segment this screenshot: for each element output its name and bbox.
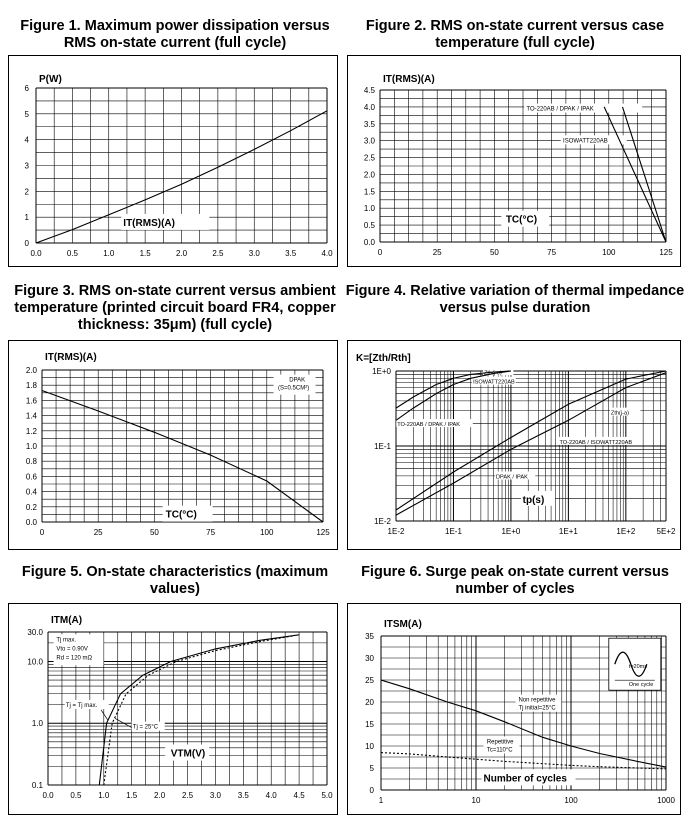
y-tick-label: 2.0 <box>363 170 375 180</box>
x-tick-label: 5E+2 <box>656 527 676 536</box>
x-tick-label: 50 <box>149 528 159 537</box>
y-axis-label: ITM(A) <box>51 615 83 626</box>
y-tick-label: 1E-2 <box>374 517 391 526</box>
y-tick-label: 25 <box>365 676 374 685</box>
y-tick-label: 1.6 <box>25 396 37 406</box>
x-tick-label: 125 <box>316 528 330 537</box>
annotation-label: DPAK / IPAK <box>496 474 528 481</box>
y-tick-label: 0.1 <box>31 781 43 790</box>
annotation-label: (S=0.5CM²) <box>278 385 310 392</box>
series-line-repetitive <box>381 753 666 769</box>
figure-6-title: Figure 6. Surge peak on-state current versus number of cycles <box>361 564 669 597</box>
x-tick-label: 75 <box>547 248 557 257</box>
y-tick-label: 1E-1 <box>374 442 391 451</box>
y-tick-label: 2 <box>24 187 29 197</box>
annotation-label: Zth(j-c) <box>483 370 502 377</box>
x-tick-label: 75 <box>206 528 216 537</box>
annotation-label: Non repetitive <box>518 697 556 704</box>
y-tick-label: 0.2 <box>25 502 37 512</box>
y-tick-label: 6 <box>24 84 29 93</box>
x-axis-label: Number of cycles <box>483 773 567 785</box>
y-tick-label: 5 <box>369 764 374 773</box>
x-axis-label: tp(s) <box>522 494 545 506</box>
y-tick-label: 0.5 <box>363 221 375 231</box>
x-tick-label: 1.0 <box>103 249 115 258</box>
y-tick-label: 5 <box>24 109 29 119</box>
y-tick-label: 3.5 <box>363 119 375 129</box>
x-tick-label: 2.5 <box>212 249 224 258</box>
annotation-label: ISOWATT220AB <box>563 138 608 145</box>
x-tick-label: 3.5 <box>285 249 297 258</box>
y-tick-label: 20 <box>365 698 374 707</box>
x-tick-label: 1000 <box>657 796 675 805</box>
y-tick-label: 0.6 <box>25 472 37 482</box>
x-tick-label: 100 <box>564 796 578 805</box>
x-tick-label: 4.5 <box>293 791 305 800</box>
annotation-label: TO-220AB / DPAK / IPAK <box>526 106 594 113</box>
y-tick-label: 1.0 <box>25 442 37 451</box>
x-tick-label: 4.0 <box>321 249 333 258</box>
annotation-label: Zth(j-a) <box>610 410 629 417</box>
y-tick-label: 0.4 <box>25 487 37 497</box>
y-tick-label: 4 <box>24 135 29 145</box>
annotation-leader <box>101 710 108 721</box>
annotation-label: Tj = Tj max. <box>65 703 98 710</box>
annotation-label: Rd = 120 mΩ <box>56 655 93 662</box>
figure-5-chart <box>9 604 339 816</box>
figure-4-title: Figure 4. Relative variation of thermal impedance versus pulse duration <box>345 283 685 316</box>
y-tick-label: 10.0 <box>27 657 43 667</box>
annotation-label: DPAK <box>289 377 306 384</box>
x-tick-label: 0 <box>39 528 45 537</box>
annotation-label: One cycle <box>628 682 654 689</box>
x-tick-label: 1.5 <box>139 249 151 258</box>
x-tick-label: 0.5 <box>66 249 78 258</box>
figure-5-title: Figure 5. On-state characteristics (maximum values) <box>21 564 329 597</box>
y-tick-label: 0 <box>24 239 29 248</box>
x-tick-label: 1.0 <box>98 791 110 800</box>
y-tick-label: 1.8 <box>25 381 37 391</box>
y-tick-label: 1E+0 <box>372 367 391 376</box>
y-tick-label: 2.0 <box>25 366 37 375</box>
y-tick-label: 1.4 <box>25 411 37 421</box>
y-tick-label: 0.0 <box>25 518 37 527</box>
annotation-label: Repetitive <box>486 739 514 746</box>
x-axis-label: TC(°C) <box>165 509 197 521</box>
figure-3-panel <box>8 340 338 550</box>
x-tick-label: 25 <box>432 248 442 257</box>
x-tick-label: 0.5 <box>70 791 82 800</box>
y-tick-label: 15 <box>365 720 374 729</box>
series-line-tjmax <box>99 635 299 785</box>
y-tick-label: 1 <box>24 213 29 223</box>
x-tick-label: 1E-1 <box>445 527 462 536</box>
y-tick-label: 1.5 <box>363 187 375 197</box>
figure-4-panel <box>347 340 681 550</box>
annotation-label: Tj max. <box>56 637 77 644</box>
y-tick-label: 35 <box>365 632 374 641</box>
annotation-label: Tj = 25°C <box>132 724 159 731</box>
figure-2-title: Figure 2. RMS on-state current versus case temperature (full cycle) <box>365 18 665 51</box>
x-tick-label: 1E-2 <box>387 527 405 536</box>
x-tick-label: 2.0 <box>154 791 166 800</box>
y-tick-label: 10 <box>365 742 374 751</box>
y-tick-label: 4.5 <box>363 86 375 95</box>
y-tick-label: 0 <box>369 786 374 795</box>
x-tick-label: 5.0 <box>321 791 333 800</box>
y-tick-label: 1.0 <box>363 204 375 214</box>
x-axis-label: TC(°C) <box>505 214 538 226</box>
y-tick-label: 30 <box>365 654 374 663</box>
figure-6-chart <box>348 604 682 816</box>
x-tick-label: 1 <box>378 796 384 805</box>
x-tick-label: 1.5 <box>126 791 138 800</box>
annotation-label: Vto = 0.90V <box>56 646 88 653</box>
x-tick-label: 2.5 <box>181 791 194 800</box>
figure-5-panel <box>8 603 338 815</box>
y-tick-label: 4.0 <box>363 102 375 112</box>
y-tick-label: 1.0 <box>31 719 43 729</box>
y-axis-label: IT(RMS)(A) <box>383 74 435 85</box>
x-tick-label: 1E+1 <box>558 527 578 536</box>
figure-1-chart <box>9 56 339 268</box>
x-tick-label: 3.0 <box>248 249 260 258</box>
x-tick-label: 100 <box>260 528 274 537</box>
x-tick-label: 0.0 <box>42 791 54 800</box>
y-tick-label: 3.0 <box>363 136 375 146</box>
y-axis-label: K=[Zth/Rth] <box>356 353 411 364</box>
x-tick-label: 10 <box>471 796 481 805</box>
figure-2-chart <box>348 56 682 268</box>
figure-6-panel <box>347 603 681 815</box>
y-tick-label: 30.0 <box>27 628 43 637</box>
series-line-tj25 <box>104 636 294 785</box>
figure-3-chart <box>9 341 339 551</box>
annotation-label: TO-220AB / ISOWATT220AB <box>559 439 633 446</box>
annotation-label: t=20ms <box>628 664 648 671</box>
figure-4-chart <box>348 341 682 551</box>
x-tick-label: 3.5 <box>237 791 249 800</box>
y-tick-label: 1.2 <box>25 426 37 436</box>
figure-2-panel <box>347 55 681 267</box>
x-tick-label: 25 <box>93 528 103 537</box>
series-line-nonrepetitive <box>381 680 666 767</box>
y-tick-label: 2.5 <box>363 153 375 163</box>
x-tick-label: 1E+2 <box>616 527 636 536</box>
x-tick-label: 50 <box>489 248 499 257</box>
x-axis-label: IT(RMS)(A) <box>123 217 175 229</box>
annotation-label: ISOWATT220AB <box>473 379 515 386</box>
figure-1-panel <box>8 55 338 267</box>
y-axis-label: ITSM(A) <box>384 619 422 630</box>
figure-1-title: Figure 1. Maximum power dissipation versus RMS on-state current (full cycle) <box>20 18 330 51</box>
y-tick-label: 0.8 <box>25 457 37 467</box>
x-axis-label: VTM(V) <box>170 748 206 760</box>
x-tick-label: 0 <box>377 248 383 257</box>
y-axis-label: P(W) <box>39 74 62 85</box>
x-tick-label: 1E+0 <box>501 527 521 536</box>
annotation-label: Tc=110°C <box>486 747 513 754</box>
x-tick-label: 3.0 <box>209 791 221 800</box>
y-axis-label: IT(RMS)(A) <box>45 352 97 363</box>
x-tick-label: 2.0 <box>175 249 188 258</box>
y-tick-label: 0.0 <box>363 238 375 247</box>
x-tick-label: 4.0 <box>265 791 277 800</box>
x-tick-label: 100 <box>602 248 616 257</box>
x-tick-label: 0.0 <box>30 249 42 258</box>
annotation-label: TO-220AB / DPAK / IPAK <box>397 422 461 429</box>
x-tick-label: 125 <box>659 248 673 257</box>
y-tick-label: 3 <box>24 161 29 171</box>
annotation-label: Tj initial=25°C <box>518 705 556 712</box>
figure-3-title: Figure 3. RMS on-state current versus ambient temperature (printed circuit board FR4, copper thickness: 35μm) (full cycle) <box>14 283 336 333</box>
